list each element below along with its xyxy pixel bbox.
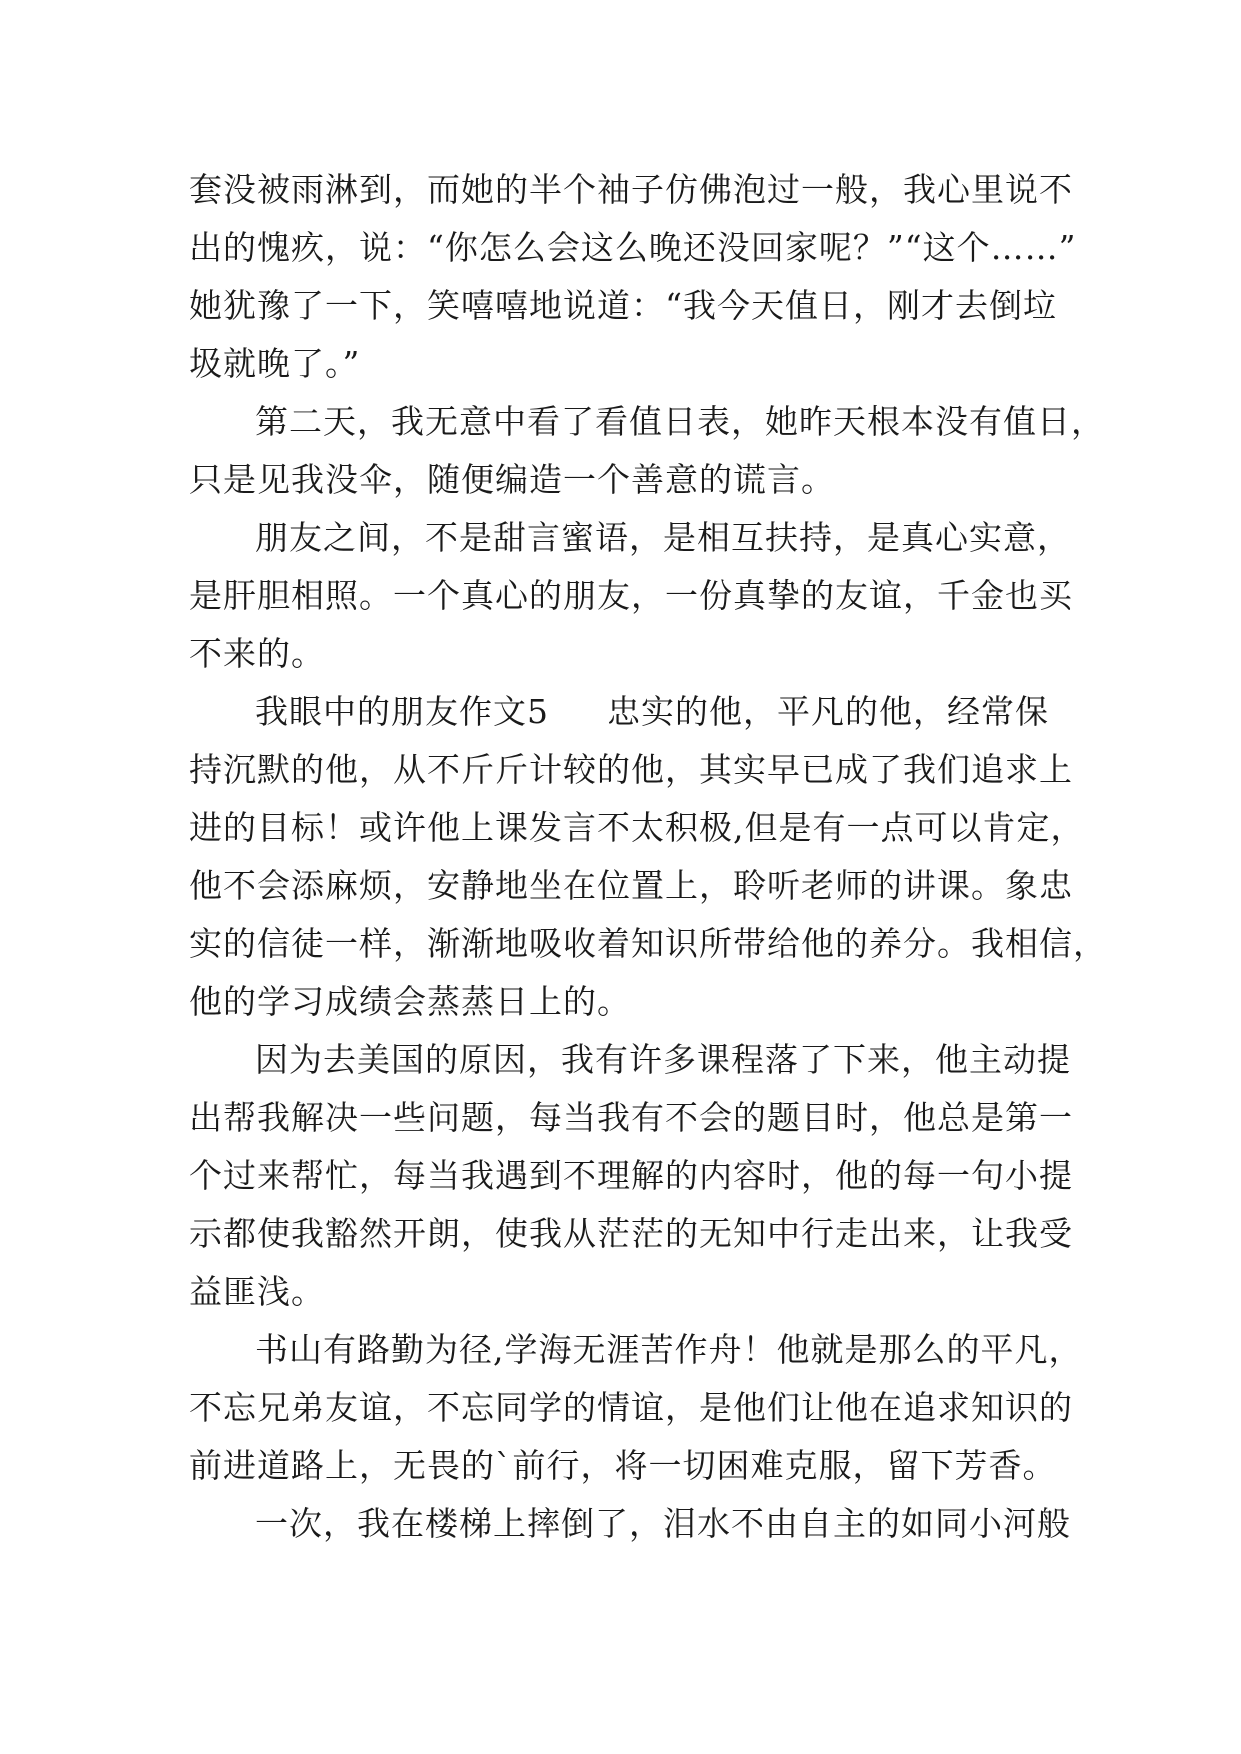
- text-line: 出的愧疚，说：“你怎么会这么晚还没回家呢？”“这个……”: [189, 228, 1077, 267]
- text-line: 只是见我没伞，随便编造一个善意的谎言。: [189, 460, 835, 499]
- text-line: 益匪浅。: [189, 1272, 325, 1311]
- text-line: 不忘兄弟友谊，不忘同学的情谊，是他们让他在追求知识的: [189, 1388, 1073, 1427]
- text-line: 进的目标！或许他上课发言不太积极,但是有一点可以肯定，: [189, 808, 1085, 847]
- heading-line-rest: 忠实的他，平凡的他，经常保: [607, 692, 1049, 731]
- text-line: 朋友之间，不是甜言蜜语，是相互扶持，是真心实意，: [255, 518, 1071, 557]
- text-line: 书山有路勤为径,学海无涯苦作舟！他就是那么的平凡，: [255, 1330, 1083, 1369]
- text-line: 实的信徒一样，渐渐地吸收着知识所带给他的养分。我相信，: [189, 924, 1107, 963]
- text-line: 她犹豫了一下，笑嘻嘻地说道：“我今天值日，刚才去倒垃: [189, 286, 1057, 325]
- text-line: 不来的。: [189, 634, 325, 673]
- text-line: 持沉默的他，从不斤斤计较的他，其实早已成了我们追求上: [189, 750, 1073, 789]
- text-line: 他的学习成绩会蒸蒸日上的。: [189, 982, 631, 1021]
- text-line: 第二天，我无意中看了看值日表，她昨天根本没有值日，: [255, 402, 1105, 441]
- text-line: 一次，我在楼梯上摔倒了，泪水不由自主的如同小河般: [255, 1504, 1071, 1543]
- text-line: 圾就晚了。”: [189, 344, 361, 383]
- article-body: [189, 161, 1107, 1553]
- text-line: 套没被雨淋到，而她的半个袖子仿佛泡过一般，我心里说不: [189, 170, 1073, 209]
- text-line: 示都使我豁然开朗，使我从茫茫的无知中行走出来，让我受: [189, 1214, 1073, 1253]
- text-line: 个过来帮忙，每当我遇到不理解的内容时，他的每一句小提: [189, 1156, 1073, 1195]
- heading-line: [189, 683, 1057, 741]
- text-line: 前进道路上，无畏的`前行，将一切困难克服，留下芳香。: [189, 1446, 1057, 1485]
- text-line: 出帮我解决一些问题，每当我有不会的题目时，他总是第一: [189, 1098, 1073, 1137]
- text-line: 是肝胆相照。一个真心的朋友，一份真挚的友谊，千金也买: [189, 576, 1073, 615]
- text-line: 他不会添麻烦，安静地坐在位置上，聆听老师的讲课。象忠: [189, 866, 1073, 905]
- essay-heading: 我眼中的朋友作文5: [255, 692, 549, 731]
- text-line: 因为去美国的原因，我有许多课程落了下来，他主动提: [255, 1040, 1071, 1079]
